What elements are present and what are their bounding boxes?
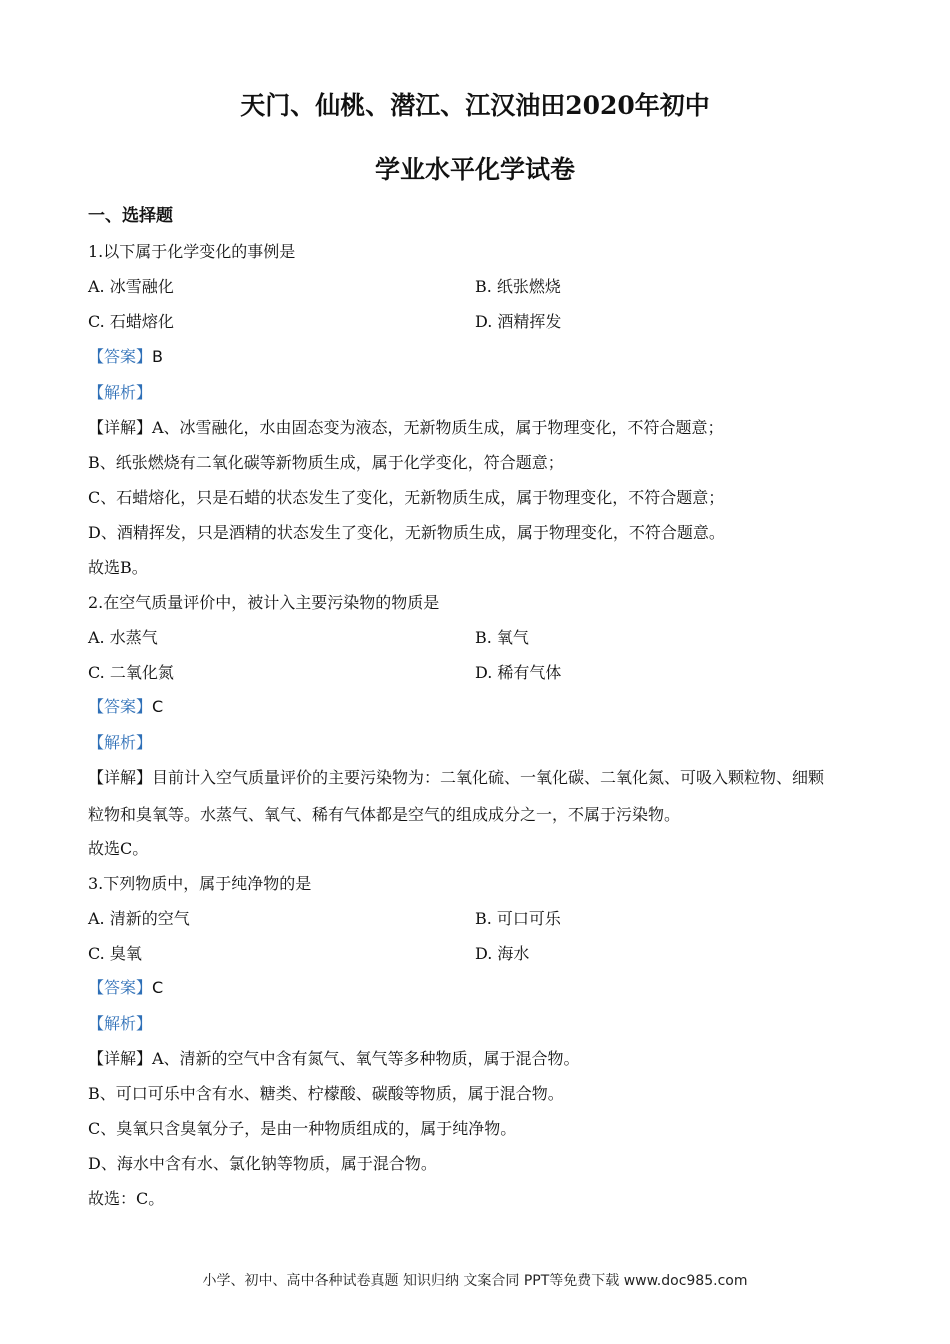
- question-3-option-b: B. 可口可乐: [475, 909, 561, 928]
- question-2-analysis-label: 【解析】: [88, 733, 153, 752]
- question-1-option-a: A. 冰雪融化: [88, 277, 174, 296]
- question-1-option-b: B. 纸张燃烧: [475, 277, 561, 296]
- question-3-detail-4: D、海水中含有水、氯化钠等物质，属于混合物。: [88, 1154, 437, 1173]
- question-3-detail-3: C、臭氧只含臭氧分子，是由一种物质组成的，属于纯净物。: [88, 1119, 517, 1138]
- question-3-option-a: A. 清新的空气: [88, 909, 190, 928]
- answer-label: 【答案】: [88, 697, 153, 716]
- question-1-detail-3: C、石蜡熔化，只是石蜡的状态发生了变化，无新物质生成，属于物理变化，不符合题意；: [88, 488, 725, 507]
- question-1-detail-1: 【详解】A、冰雪融化，水由固态变为液态，无新物质生成，属于物理变化，不符合题意；: [88, 418, 724, 437]
- question-3-analysis-label: 【解析】: [88, 1014, 153, 1033]
- question-2-stem: 2.在空气质量评价中，被计入主要污染物的物质是: [88, 593, 440, 612]
- question-3-option-d: D. 海水: [475, 944, 530, 963]
- question-1-detail-2: B、纸张燃烧有二氧化碳等新物质生成，属于化学变化，符合题意；: [88, 453, 564, 472]
- answer-value: C: [152, 697, 164, 716]
- answer-label: 【答案】: [88, 347, 153, 366]
- question-2-option-d: D. 稀有气体: [475, 663, 562, 682]
- document-title-line1: 天门、仙桃、潜江、江汉油田2020年初中: [240, 91, 710, 120]
- question-1-analysis-label: 【解析】: [88, 383, 153, 402]
- question-2-detail-2: 粒物和臭氧等。水蒸气、氧气、稀有气体都是空气的组成成分之一，不属于污染物。: [88, 805, 681, 824]
- answer-label: 【答案】: [88, 978, 153, 997]
- question-2-conclusion: 故选C。: [88, 839, 149, 858]
- question-2-option-a: A. 水蒸气: [88, 628, 158, 647]
- section-heading: 一、选择题: [88, 206, 173, 226]
- question-1-answer: [88, 347, 163, 367]
- question-3-stem: 3.下列物质中，属于纯净物的是: [88, 874, 312, 893]
- question-2-answer: [88, 697, 163, 717]
- question-1-detail-4: D、酒精挥发，只是酒精的状态发生了变化，无新物质生成，属于物理变化，不符合题意。: [88, 523, 725, 542]
- question-1-option-d: D. 酒精挥发: [475, 312, 562, 331]
- question-1-option-c: C. 石蜡熔化: [88, 312, 174, 331]
- question-3-answer: [88, 978, 163, 998]
- answer-value: C: [152, 978, 164, 997]
- question-2-option-c: C. 二氧化氮: [88, 663, 174, 682]
- question-3-detail-1: 【详解】A、清新的空气中含有氮气、氧气等多种物质，属于混合物。: [88, 1049, 580, 1068]
- question-2-detail-1: 【详解】目前计入空气质量评价的主要污染物为：二氧化硫、一氧化碳、二氧化氮、可吸入颗粒物、细颗: [88, 768, 825, 787]
- question-1-stem: 1.以下属于化学变化的事例是: [88, 242, 296, 261]
- question-2-option-b: B. 氧气: [475, 628, 529, 647]
- question-3-conclusion: 故选：C。: [88, 1189, 165, 1208]
- question-1-conclusion: 故选B。: [88, 558, 148, 577]
- footer-watermark-text: 小学、初中、高中各种试卷真题 知识归纳 文案合同 PPT等免费下载 www.doc985.com: [202, 1273, 748, 1289]
- question-3-detail-2: B、可口可乐中含有水、糖类、柠檬酸、碳酸等物质，属于混合物。: [88, 1084, 564, 1103]
- document-title-line2: 学业水平化学试卷: [374, 155, 575, 184]
- answer-value: B: [152, 347, 163, 366]
- question-3-option-c: C. 臭氧: [88, 944, 142, 963]
